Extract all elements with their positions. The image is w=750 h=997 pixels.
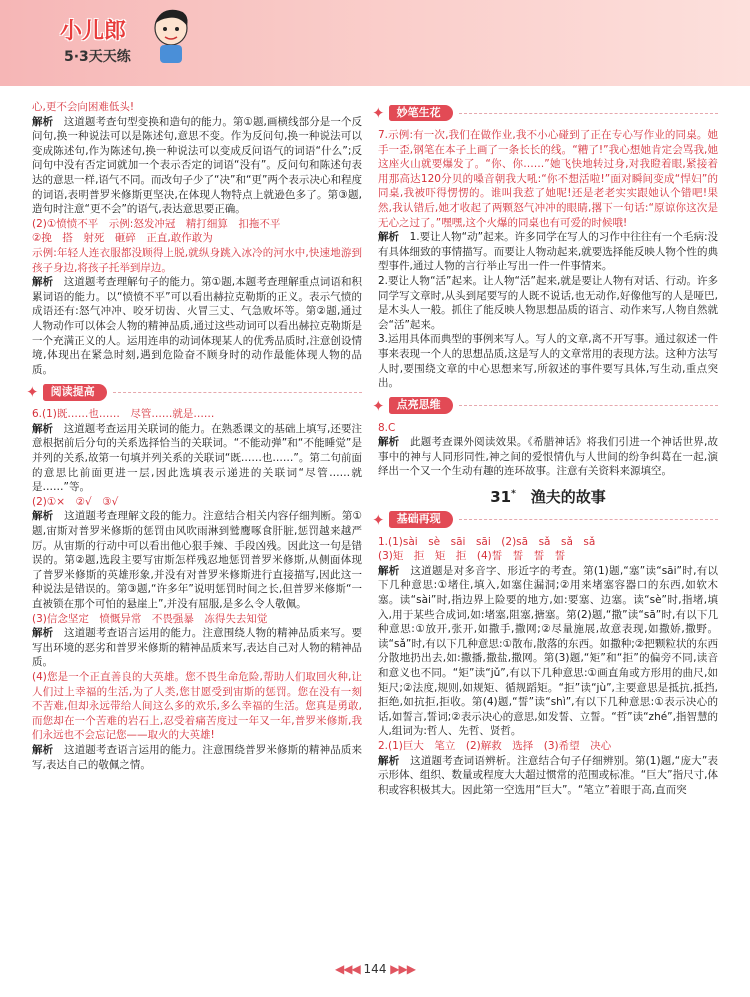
- analysis-text: 这道题考查理解句子的能力。第①题,本题考查理解重点词语和积累词语的能力。以“愤愤不平”可以看出赫拉克勒斯的正义。表示气愤的成语还有:怒气冲冲、咬牙切齿、火冒三丈、气急败坏等。第②题,通过人物动作可以体会人物的精神品质,通过这些动词可以看出赫拉克勒斯是一个充满正义的人。运用连串的动词体现某人的优秀品质时,注意创设情境,体现出在紧急时刻,遇到危险奋不顾身时的动作最能体现人物的品质。: [32, 276, 363, 376]
- analysis-paragraph: [32, 743, 362, 772]
- section-divider: [113, 392, 362, 393]
- answer-paragraph: 7.示例:有一次,我们在做作业,我不小心碰到了正在专心写作业的同桌。她手一歪,钢笔在本子上画了一条长长的线。“糟了!”我心想她肯定会骂我,她这座火山就要爆发了。“你、你……”她飞快地转过身,对我瞪着眼,紧接着用那高达120分贝的嗓音朝我大吼:“你不想活啦!”面对瞬间变成“悍妇”的同桌,我被吓得愣愣的。谁叫我惹了她呢!还是老老实实跟她认个错吧!果然,我认错后,她才收起了两颗怒气冲冲的眼睛,撂下一句话:“原谅你这次是无心之过了。”嘿嘿,这个火爆的同桌也有可爱的时候哦!: [378, 129, 718, 229]
- analysis-paragraph: 2.要让人物“活”起来。让人物“活”起来,就是要让人物有对话、行动。许多同学写文章时,从头到尾要写的人既不说话,也无动作,好像他写的人是哑巴,是木头人一般。抓住了能反映人物思想品质的语言、动作来写,人物自然就会“活”起来。: [378, 274, 718, 331]
- analysis-text: 这道题考查语言运用的能力。注意围绕人物的精神品质来写。要写出环境的恶劣和普罗米修斯的精神品质来写,表达自己对人物的精神品质。: [32, 627, 363, 669]
- analysis-paragraph: [378, 435, 718, 479]
- section-divider: [459, 113, 718, 114]
- lesson-star: *: [511, 489, 516, 500]
- section-title: 阅读提高: [43, 384, 107, 401]
- section-divider: [459, 519, 718, 520]
- answer-line: 6.(1)既……也…… 尽管……就是……: [32, 408, 215, 421]
- answer-line: (4)您是一个正直善良的大英雄。您不畏生命危险,帮助人们取回火种,让人们过上幸福的生活,为了人类,您甘愿受到宙斯的惩罚。您在没有一刻不苦难,但却永远带给人间这么多的欢乐,多么幸福的生活。您真是勇敢,而您却在一个苦难的岩石上,忍受着痛苦度过一年又一年,普罗米修斯,我们永远也不会忘记您——取火的大英雄!: [32, 670, 362, 742]
- analysis-label: 解析: [32, 115, 54, 128]
- analysis-label: 解析: [378, 231, 400, 244]
- analysis-label: 解析: [32, 743, 54, 756]
- analysis-label: 解析: [378, 564, 400, 577]
- section-title: 点亮思维: [389, 397, 453, 414]
- analysis-paragraph: [378, 564, 718, 739]
- star-icon: ✦: [372, 396, 385, 415]
- analysis-paragraph: [32, 275, 362, 377]
- left-column: [26, 100, 363, 772]
- analysis-label: 解析: [32, 276, 54, 289]
- analysis-paragraph: [32, 509, 362, 611]
- analysis-label: 解析: [32, 510, 54, 523]
- answer-line: (3)信念坚定 愤慨异常 不畏强暴 冻得失去知觉: [32, 612, 268, 625]
- analysis-text: 此题考查课外阅读效果。《希腊神话》将我们引进一个神话世界,故事中的神与人同形同性,神之间的爱恨情仇与人世间的纷争纠葛在一起,演绎出一个又一个生动有趣的连环故事。注意有关资料来源填空。: [378, 436, 719, 478]
- answer-line: 8.C: [378, 421, 396, 434]
- analysis-paragraph: [378, 230, 718, 274]
- star-icon: ✦: [26, 383, 39, 402]
- analysis-text: 这道题考查词语辨析。注意结合句子仔细辨别。第(1)题,“庞大”表示形体、组织、数量或程度大大超过惯常的范围或标准。“巨大”指尺寸,体积或容积极其大。因此第一空选用“巨大”。“笔立”着眼于高,直而突: [378, 754, 719, 796]
- lesson-number: 31: [490, 488, 512, 507]
- answer-line: 2.(1)巨大 笔立 (2)解救 选择 (3)希望 决心: [378, 739, 612, 752]
- right-column: [372, 100, 719, 797]
- section-divider: [459, 405, 718, 406]
- section-title: 妙笔生花: [389, 105, 453, 122]
- analysis-paragraph: [378, 754, 718, 798]
- brand-title: 小儿郎: [60, 19, 127, 44]
- answer-line: 1.(1)sài sè sāi sāi (2)sā sǎ sǎ sǎ: [378, 535, 596, 548]
- prev-arrows-icon: ◀◀◀: [335, 962, 360, 976]
- mascot-icon: [150, 6, 192, 64]
- analysis-text: 这道题考查运用关联词的能力。在熟悉课文的基础上填写,还要注意根据前后分句的关系选择恰当的关联词。“不能动弹”和“不能睡觉”是并列的关系,故第一句填并列关系的关联词“既……也……”。第二句前面的意思比前面更进一层,因此选填表示递进的关联词“尽管……就是……”等。: [32, 422, 363, 494]
- page-footer: [0, 962, 750, 976]
- answer-line: 示例:年轻人连衣服都没顾得上脱,就纵身跳入冰冷的河水中,快速地游到孩子身边,将孩子托举到岸边。: [32, 246, 362, 274]
- answer-line: (2)①愤愤不平 示例:怒发冲冠 精打细算 扣拖不平: [32, 217, 281, 230]
- analysis-paragraph: [32, 422, 362, 495]
- analysis-paragraph: [32, 626, 362, 670]
- lesson-title: [378, 487, 718, 505]
- answer-line: (3)矩 拒 矩 拒 (4)誓 誓 誓 誓: [378, 550, 566, 563]
- analysis-text: 这道题考查理解文段的能力。注意结合相关内容仔细判断。第①题,宙斯对普罗米修斯的惩罚由风吹雨淋到鹫鹰啄食肝脏,惩罚越来越严厉。从宙斯的行动中可以看出他心狠手辣、手段凶残。因此这一句是错误的。第②题,选段主要写宙斯怎样残忍地惩罚普罗米修斯,从侧面体现了普罗米修斯的英雄形象,并没有对普罗米修斯进行直接描写,因此这一种说法是错误的。第③题,“许多年”说明惩罚时间之长,但普罗米修斯“一直被锁在那个可怕的悬崖上”,并没有屈服,是多么令人敬佩。: [32, 510, 362, 610]
- analysis-paragraph: 3.运用具体而典型的事例来写人。写人的文章,离不开写事。通过叙述一件事来表现一个人的思想品质,这是写人的文章常用的表现方法。这种方法写人时,要围绕文章的中心思想来写,所叙述的事件要写具体,写生动,重点突出。: [378, 333, 718, 390]
- lesson-name: 渔夫的故事: [530, 488, 606, 507]
- section-header-basic: [372, 511, 718, 529]
- analysis-text: 这道题考查句型变换和造句的能力。第①题,画横线部分是一个反问句,换一种说法可以是陈述句,意思不变。作为反问句,换一种说法可以变成陈述句,作为陈述句,换一种说法可以变成反问语气的词语“什么”;反问句中没有否定词就加一个表示否定的词语“没有”。反问句和陈述句表达的意思一样,语气不同。而改句子少了“决”和“更”两个表示决心和程度的词语,表明普罗米修斯更坚决,在体现人物特点上就逊色多了。第③题,造句时注意“更不会”的语气,表达意思要正确。: [32, 115, 363, 216]
- page-number: 144: [363, 962, 387, 976]
- section-header-thinking: [372, 397, 718, 415]
- section-header-reading: [26, 383, 362, 401]
- analysis-text: 这道题是对多音字、形近字的考查。第(1)题,“塞”读“sāi”时,有以下几种意思:①堵住,填入,如塞住漏洞;②用来堵塞容器口的东西,如软木塞。读“sài”时,指边界上险要的地方,如:要塞、边塞。读“sè”时,指堵,填入,用于某些合成词,如:堵塞,阻塞,搪塞。第(2)题,“撒”读“sā”时,有以下几种意思:①放开,张开,如撒手,撒网;②尽量施展,故意表现,如撒娇,撒野。读“sǎ”时,有以下几种意思:①散布,散落的东西。如撒种;②把颗粒状的东西分散地扔出去,如:撒播,撒盐,撒网。第(3)题,“矩”和“拒”的偏旁不同,读音和意义也不同。“矩”读“jǔ”,有以下几种意思:①画直角或方形用的曲尺,如矩尺;②法度,规则,如规矩、循规蹈矩。“拒”读“jù”,主要意思是抵抗,抵挡,拒绝,如抗拒,拒收。第(4)题,“誓”读“shì”,有以下几种意思:①表示决心的话,如誓言,誓词;②表示决心的意思,如发誓、立誓。“哲”读“zhé”,指智慧的人,组词为:哲人、先哲、贤哲。: [378, 564, 718, 738]
- analysis-label: 解析: [378, 436, 400, 449]
- analysis-text: 这道题考查语言运用的能力。注意围绕普罗米修斯的精神品质来写,表达自己的敬佩之情。: [32, 743, 363, 771]
- analysis-text: 1.要让人物“动”起来。许多同学在写人的习作中往往有一个毛病:没有具体细致的事情描写。而要让人物动起来,就要选择能反映人物个性的典型事件,通过人物的言行举止写出一件一件事情来。: [378, 231, 719, 273]
- analysis-label: 解析: [378, 754, 400, 767]
- star-icon: ✦: [372, 104, 385, 122]
- answer-line: ②挽 搭 射死 砸碎 正直,敢作敢为: [32, 232, 213, 245]
- section-title: 基础再现: [389, 511, 453, 528]
- answer-line: (2)①× ②√ ③√: [32, 495, 119, 508]
- section-header-writing: [372, 104, 718, 122]
- analysis-paragraph: [32, 115, 362, 217]
- analysis-label: 解析: [32, 627, 54, 640]
- next-arrows-icon: ▶▶▶: [390, 962, 415, 976]
- brand-series: 5·3天天练: [64, 49, 131, 65]
- left-text: 心,更不会向困难低头!: [32, 101, 135, 113]
- analysis-label: 解析: [32, 422, 54, 435]
- star-icon: ✦: [372, 510, 385, 529]
